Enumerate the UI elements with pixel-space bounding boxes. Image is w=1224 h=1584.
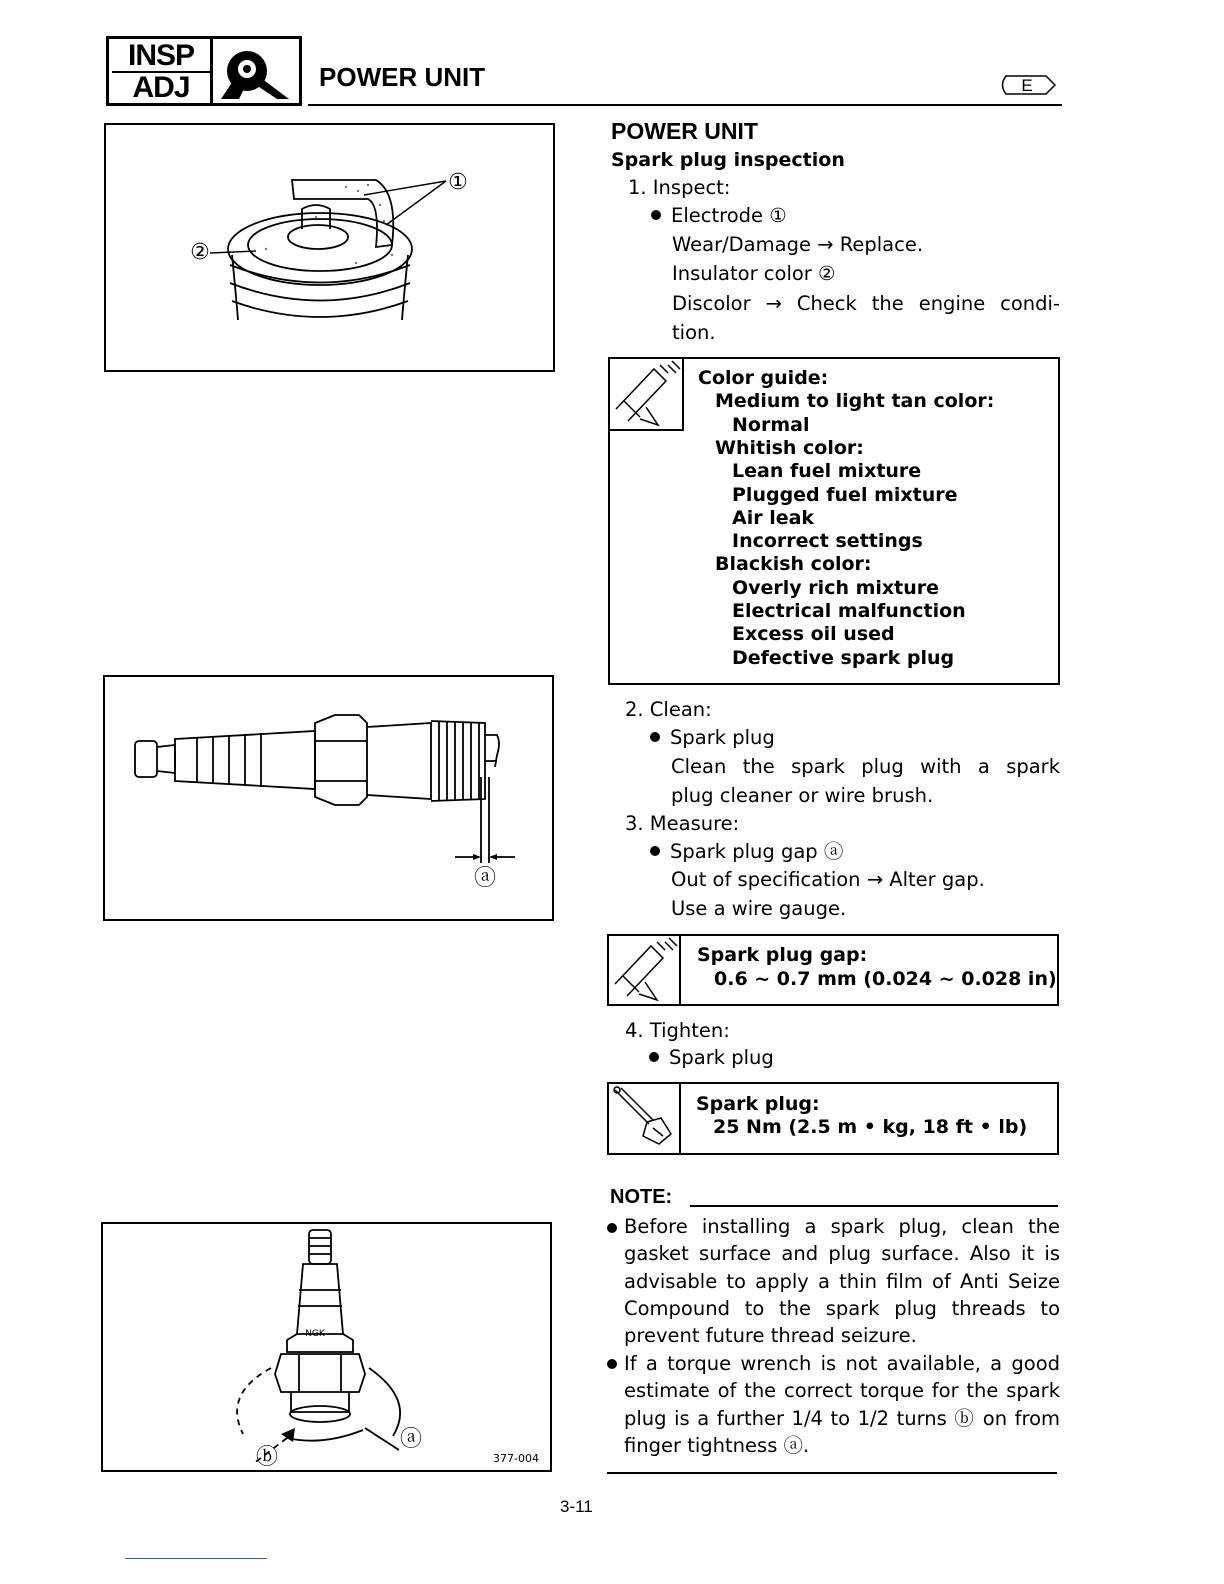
gap-spec-title: Spark plug gap:	[697, 944, 868, 966]
step2-label: 2. Clean:	[625, 698, 712, 721]
callout-1: ①	[448, 170, 468, 195]
figure-code: 377-004	[493, 1452, 539, 1465]
step1-line: Wear/Damage → Replace.	[672, 233, 924, 256]
color-group-item: Electrical malfunction	[732, 600, 966, 622]
content-heading: POWER UNIT	[611, 118, 758, 144]
color-group-item: Incorrect settings	[732, 530, 923, 552]
step1-label: 1. Inspect:	[628, 176, 731, 199]
step3-line: Use a wire gauge.	[671, 897, 847, 920]
torque-wrench-icon-cell	[609, 1084, 681, 1153]
language-badge	[998, 74, 1056, 96]
note-bullet	[607, 1359, 617, 1369]
note-rule-bottom	[607, 1472, 1057, 1474]
section-tag-divider	[210, 39, 213, 103]
figure-electrode	[104, 123, 555, 372]
color-group-label: Blackish color:	[715, 553, 872, 575]
step3-label: 3. Measure:	[625, 812, 740, 835]
header-rule	[308, 104, 1062, 106]
section-tag-bottom: ADJ	[132, 71, 190, 104]
electrode-illustration	[106, 125, 553, 370]
step4-bullet-text: Spark plug	[669, 1046, 774, 1069]
note-rule-top	[690, 1205, 1058, 1207]
spark-plug-side-illustration	[105, 677, 552, 919]
step1-line: tion.	[672, 321, 716, 344]
note-bullet	[607, 1223, 617, 1233]
step1-line: Discolor → Check the engine condi-	[672, 292, 1060, 315]
gap-spec-value: 0.6 ~ 0.7 mm (0.024 ~ 0.028 in)	[714, 968, 1057, 990]
color-group-item: Normal	[732, 414, 810, 436]
step3-bullet-text: Spark plug gap ⓐ	[670, 840, 844, 863]
callout-2: ②	[190, 240, 210, 265]
step2-line: plug cleaner or wire brush.	[671, 784, 934, 807]
color-group-item: Air leak	[732, 507, 815, 529]
step2-bullet-text: Spark plug	[670, 726, 775, 749]
wrench-icon	[217, 45, 295, 101]
section-tag	[106, 36, 302, 106]
gap-spec-box	[607, 934, 1059, 1006]
step2-line: Clean the spark plug with a spark	[671, 755, 1060, 778]
step1-line: Insulator color ②	[672, 262, 836, 285]
color-guide-box	[608, 357, 1060, 685]
torque-spec-value: 25 Nm (2.5 m • kg, 18 ft • lb)	[713, 1116, 1028, 1138]
callout-tighten-b: ⓑ	[255, 1445, 279, 1470]
note-label: NOTE:	[610, 1186, 673, 1208]
plug-brand: NGK	[305, 1329, 325, 1339]
caliper-icon-cell	[609, 936, 681, 1004]
step2-bullet	[650, 724, 775, 752]
caliper-icon	[609, 936, 679, 1004]
color-group-item: Overly rich mixture	[732, 577, 940, 599]
color-group-item: Excess oil used	[732, 623, 895, 645]
section-title: POWER UNIT	[319, 62, 486, 92]
callout-gap-a: ⓐ	[473, 866, 497, 891]
torque-spec-title: Spark plug:	[696, 1093, 820, 1115]
step1-bullet	[651, 202, 787, 230]
color-guide-title: Color guide:	[698, 367, 829, 389]
color-group-item: Lean fuel mixture	[732, 460, 922, 482]
section-tag-top: INSP	[112, 39, 210, 73]
figure-plug-gap	[103, 675, 554, 921]
callout-tighten-a: ⓐ	[399, 1427, 423, 1452]
color-group-item: Defective spark plug	[732, 647, 955, 669]
torque-spec-box	[607, 1082, 1059, 1155]
step4-label: 4. Tighten:	[625, 1019, 730, 1042]
page-number: 3-11	[560, 1497, 593, 1516]
footer-mark	[125, 1558, 267, 1559]
torque-wrench-icon	[609, 1084, 679, 1153]
spark-plug-tighten-illustration	[103, 1224, 550, 1470]
figure-tighten	[101, 1222, 552, 1472]
note-paragraph: Before installing a spark plug, clean the gasket surface and plug surface. Also it is advisable to apply a thin film of Anti Seize Compound to the spark plug threads to prevent future thread seizure.	[624, 1215, 1060, 1348]
caliper-icon-cell	[610, 359, 684, 431]
step3-bullet	[650, 838, 843, 866]
step4-bullet	[649, 1044, 774, 1072]
note-paragraph: If a torque wrench is not available, a good estimate of the correct torque for the spark plug is a further 1/4 to 1/2 turns ⓑ on from finger tightness ⓐ.	[624, 1352, 1060, 1457]
step1-bullet-text: Electrode ①	[671, 204, 787, 227]
color-group-label: Medium to light tan color:	[715, 390, 995, 412]
color-group-item: Plugged fuel mixture	[732, 484, 958, 506]
caliper-icon	[610, 359, 682, 429]
color-group-label: Whitish color:	[715, 437, 864, 459]
content-subheading: Spark plug inspection	[611, 149, 845, 171]
step3-line: Out of specification → Alter gap.	[671, 868, 985, 891]
language-mark: E	[1021, 76, 1033, 95]
